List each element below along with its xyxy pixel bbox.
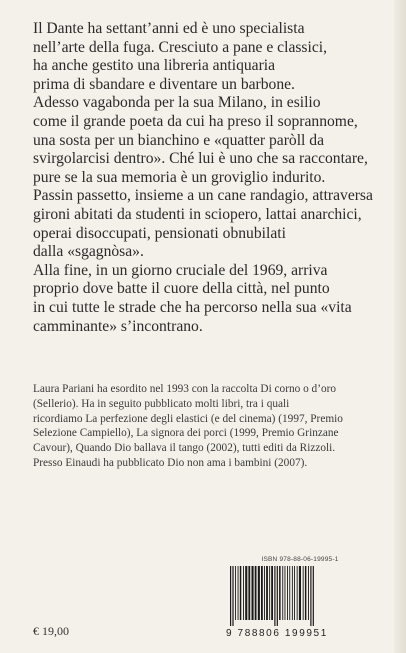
blurb-line: camminante» s’incontrano.	[33, 317, 203, 335]
blurb-line: Il Dante ha settant’anni ed è uno specialista	[33, 20, 305, 37]
barcode-bar	[287, 566, 288, 620]
blurb-line: una sosta per un bianchino e «quatter paròll da	[33, 131, 324, 149]
barcode-bar	[279, 566, 281, 620]
barcode-bar	[252, 566, 254, 620]
blurb-line: operai disoccupati, pensionati obnubilati	[33, 224, 286, 242]
barcode-bar	[292, 566, 293, 620]
barcode-bar	[230, 566, 231, 626]
barcode-bar	[303, 566, 304, 620]
barcode-bar	[243, 566, 244, 620]
barcode-bar	[294, 566, 295, 620]
barcode-bar	[266, 566, 268, 620]
barcode-bar	[289, 566, 290, 620]
barcode-bar	[277, 566, 278, 626]
back-cover-blurb	[33, 20, 388, 336]
bio-line: ricordiamo La perfezione degli elastici (e del cinema) (1997, Premio	[33, 412, 343, 425]
barcode-bar	[248, 566, 250, 620]
barcode-bar	[255, 566, 257, 620]
barcode	[228, 566, 374, 626]
barcode-bar	[308, 566, 309, 620]
blurb-line: gironi abitati da studenti in sciopero, lattai anarchici,	[33, 205, 362, 223]
blurb-line: pure se la sua memoria è un groviglio indurito.	[33, 168, 326, 186]
barcode-bar	[240, 566, 242, 620]
blurb-line: in cui tutte le strade che ha percorso nella sua «vita	[33, 298, 352, 316]
barcode-bar	[271, 566, 273, 620]
page-edge	[394, 0, 406, 653]
bio-line: Laura Pariani ha esordito nel 1993 con la raccolta Di corno o d’oro	[33, 383, 337, 395]
barcode-bar	[235, 566, 236, 620]
blurb-line: proprio dove batte il cuore della città, nel punto	[33, 280, 330, 298]
barcode-bar	[274, 566, 275, 626]
barcode-digits: 9 788806 199951	[226, 628, 328, 639]
author-bio	[33, 382, 378, 471]
blurb-line: ha anche gestito una libreria antiquaria	[33, 57, 276, 75]
barcode-bar	[258, 566, 260, 620]
bio-line: Cavour), Quando Dio ballava il tango (2002), tutti editi da Rizzoli.	[33, 442, 336, 455]
price: € 19,00	[33, 624, 69, 638]
barcode-bar	[264, 566, 265, 620]
barcode-bar	[285, 566, 286, 620]
bio-line: Selezione Campiello), La signora dei porci (1999, Premio Grinzane	[33, 427, 339, 440]
blurb-line: nell’arte della fuga. Cresciuto a pane e classici,	[33, 38, 327, 56]
blurb-line: come il grande poeta da cui ha preso il soprannome,	[33, 112, 358, 130]
blurb-line: svirgolarcisi dentro». Ché lui è uno che sa raccontare,	[33, 150, 368, 168]
barcode-bar	[305, 566, 307, 620]
barcode-bar	[261, 566, 263, 620]
barcode-bar	[245, 566, 247, 620]
barcode-bar	[313, 566, 314, 626]
bio-line: Presso Einaudi ha pubblicato Dio non ama i bambini (2007).	[33, 456, 308, 469]
blurb-line: dalla «sgagnòsa».	[33, 243, 144, 261]
barcode-bar	[282, 566, 283, 620]
isbn-label: ISBN 978-88-06-19995-1	[261, 556, 339, 563]
barcode-bar	[232, 566, 233, 626]
barcode-bar	[310, 566, 311, 626]
blurb-line: Adesso vagabonda per la sua Milano, in esilio	[33, 94, 321, 112]
bio-line: (Sellerio). Ha in seguito pubblicato molti libri, tra i quali	[33, 397, 290, 410]
blurb-line: prima di sbandare e diventare un barbone.	[33, 75, 295, 93]
barcode-bar	[297, 566, 298, 620]
barcode-bar	[299, 566, 301, 620]
barcode-bar	[269, 566, 270, 620]
barcode-bar	[238, 566, 239, 620]
blurb-line: Alla fine, in un giorno cruciale del 1969, arriva	[33, 261, 328, 279]
blurb-line: Passin passetto, insieme a un cane randagio, attraversa	[33, 187, 373, 205]
